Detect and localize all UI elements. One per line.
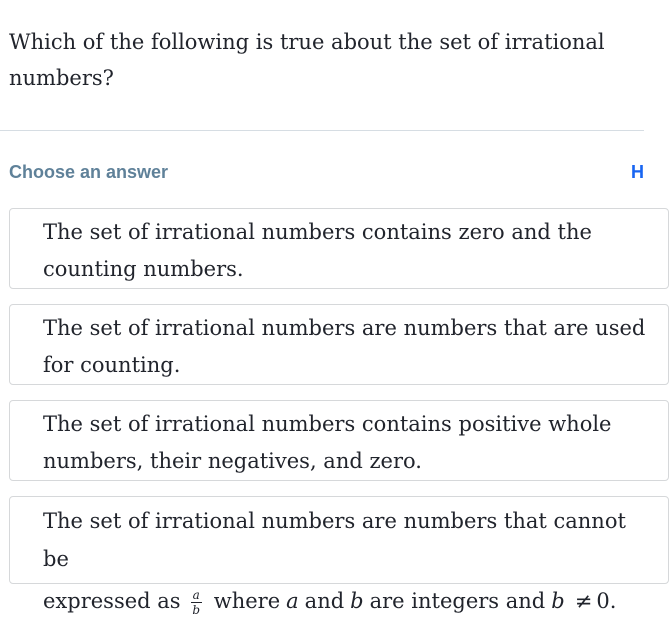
fraction-denominator: b bbox=[192, 603, 200, 617]
answer-choice-3-text: The set of irrational numbers contains positive whole numbers, their negatives, and zero. bbox=[43, 412, 612, 473]
are-integers-text: are integers and bbox=[369, 589, 546, 613]
hint-link[interactable]: H bbox=[631, 162, 644, 182]
fraction-a-over-b bbox=[191, 589, 202, 616]
answer-choice-4-text bbox=[43, 502, 653, 616]
answer-choice-2-text: The set of irrational numbers are numbers that are used for counting. bbox=[43, 316, 646, 377]
and-text: and bbox=[304, 589, 345, 613]
math-var-b: b bbox=[350, 589, 364, 613]
answer-choice-4-line1: The set of irrational numbers are numbers that cannot be bbox=[43, 509, 626, 571]
answer-choice-4[interactable] bbox=[9, 496, 669, 617]
where-text: where bbox=[213, 589, 281, 613]
answer-choice-1[interactable] bbox=[9, 208, 669, 289]
answer-choice-1-text: The set of irrational numbers contains zero and the counting numbers. bbox=[43, 220, 592, 281]
zero-value: 0 bbox=[596, 589, 610, 613]
divider bbox=[0, 130, 644, 131]
answer-choice-2[interactable] bbox=[9, 304, 669, 385]
period: . bbox=[609, 589, 617, 613]
choose-answer-label: Choose an answer bbox=[9, 162, 169, 182]
question-text: Which of the following is true about the set of irrational numbers? bbox=[9, 30, 605, 90]
expressed-as-text: expressed as bbox=[43, 589, 181, 613]
fraction-numerator: a bbox=[192, 588, 200, 602]
not-equal-sign: ≠ bbox=[574, 589, 593, 613]
math-var-b-condition: b bbox=[551, 589, 565, 613]
answer-choice-3[interactable] bbox=[9, 400, 669, 481]
math-var-a: a bbox=[286, 589, 299, 613]
answer-choice-4-line2 bbox=[43, 586, 653, 616]
